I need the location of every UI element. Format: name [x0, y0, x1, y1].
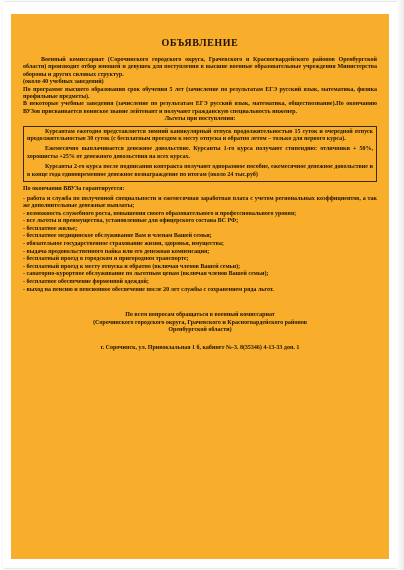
address-line: г. Сорочинск, ул. Привокзальная 1 б, кабинет №-3. 8(35346) 4-13-33 доп. 1 [100, 345, 300, 351]
intro-note: (около 40 учебных заведений) [23, 79, 104, 86]
list-item: - выход на пенсию и пенсионное обеспечение после 20 лет службы с сохранением ряда льгот. [23, 286, 274, 293]
contact-line: По всем вопросам обращаться в военный комиссариат [125, 312, 275, 319]
list-item: - бесплатный проезд в городском и пригородном транспорте; [23, 256, 189, 263]
guarantees-list [23, 196, 377, 295]
list-item: - бесплатное обеспечение форменной одеждой; [23, 279, 149, 286]
announcement-flyer [11, 14, 389, 559]
list-item: - бесплатное медицинское обслуживание Вам и членам Вашей семьи; [23, 233, 212, 240]
list-item: - бесплатное жилье; [23, 225, 78, 232]
contract-paragraph: Курсанты 2-го курса после подписания контракта получают одноразовое пособие, ежемесячное денежное довольствие и в конце года единовременное денежное вознаграждение по итогам (около 24 тыс.руб) [27, 164, 373, 178]
list-item: - все льготы и преимущества, установленные для офицерского состава ВС РФ; [23, 218, 239, 225]
contact-block [23, 312, 377, 335]
study-term-paragraph: По программе высшего образования срок обучения 5 лет (зачисление по результатам ЕГЭ русский язык, математика, физика профильные предметы). [23, 86, 377, 101]
contact-line: Оренбургской области) [168, 327, 232, 334]
list-item: - возможность служебного роста, повышения своего образовательного и профессионального уровня; [23, 210, 297, 217]
allowance-paragraph: Ежемесячно выплачивается денежное довольствие. Курсанты 1-го курса получают стипендию: отличники + 50%, хорошисты +25% от денежного довольствия на всех курсах. [27, 146, 373, 160]
contact-line: (Сорочинского городского округа, Грачевского и Красногвардейского районов [93, 319, 307, 326]
paper-sheet [3, 2, 397, 568]
list-item: - санаторно-курортное обслуживание по льготным ценам (включая членов Вашей семьи); [23, 271, 269, 278]
scan-edge [397, 0, 404, 570]
benefits-box [23, 126, 377, 182]
list-item: - выдача продовольственного пайка или его денежная компенсация; [23, 248, 210, 255]
vacation-paragraph: Курсантам ежегодно представляется зимний каникулярный отпуск продолжительностью 15 суток и очередной отпуск продолжительностью 30 суток (с бесплатным проездом к месту отпуска и обратно летом – только для первого курса). [27, 128, 373, 143]
list-item: - бесплатный проезд к месту отпуска и обратно (включая членов Вашей семьи); [23, 263, 241, 270]
intro-paragraph: Военный комиссариат (Сорочинского городского округа, Грачевского и Красногвардейского районов Оренбургской области) производит отбор юношей и девушек для поступления в высшие военные образовательные учреждения Министерства обороны и других силовых структур. [23, 57, 377, 78]
benefits-heading: Льготы при поступлении: [164, 116, 236, 123]
list-item: - работа и служба по полученной специальности и ежемесячная заработная плата с учетом региональных коэффициентов, а так же дополнительные денежные выплаты; [23, 195, 377, 210]
guarantees-heading: По окончании ВВУЗа гарантируется: [23, 186, 125, 193]
other-schools-paragraph: В некоторые учебные заведения (зачисление по результатам ЕГЭ русский язык, математика, обществознание).По окончанию ВУЗов присваивается воинское звание лейтенант и получают гражданскую специальность инженер. [23, 101, 377, 115]
announcement-title: ОБЪЯВЛЕНИЕ [161, 38, 239, 49]
list-item: - обязательное государственное страхование жизни, здоровья, имущества; [23, 241, 224, 248]
